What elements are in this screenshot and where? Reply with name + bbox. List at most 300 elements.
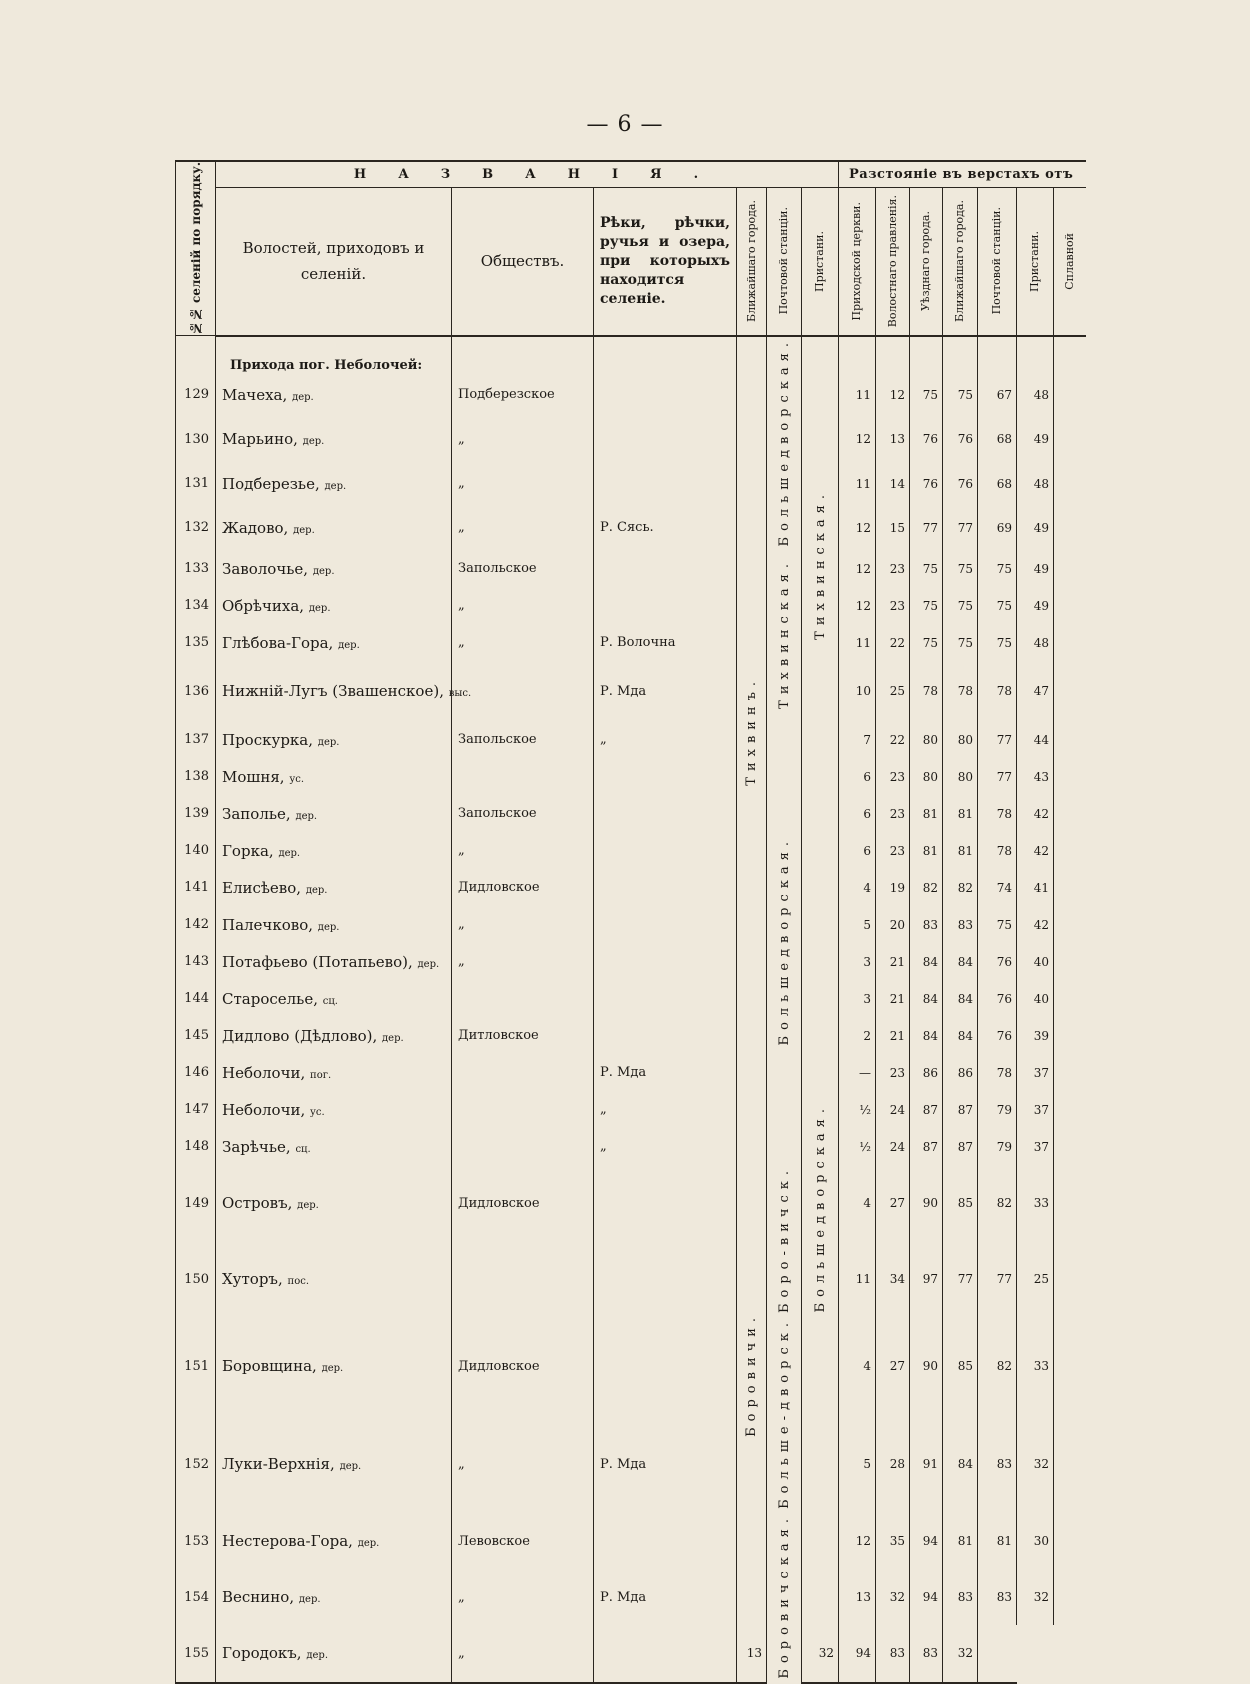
village-name: Староселье,	[222, 989, 318, 1008]
table-row	[176, 1513, 1086, 1569]
distance-cell: 10	[839, 661, 876, 721]
nearest-town-merged-a: Тихвинъ.	[737, 336, 767, 1128]
storage-cell	[1054, 1415, 1086, 1513]
settlements-table	[175, 160, 1086, 1684]
village-name: Боровщина,	[222, 1357, 317, 1376]
distance-cell: 23	[876, 587, 910, 624]
village-name: Хуторъ,	[222, 1270, 283, 1289]
distance-cell: 12	[839, 550, 876, 587]
settlement-type: пос.	[287, 1276, 309, 1288]
river-cell: „	[594, 721, 737, 758]
river-cell	[594, 943, 737, 980]
distance-cell: 42	[1017, 795, 1054, 832]
distance-cell: 27	[876, 1165, 910, 1241]
header-col-dist-volost: Волостнаго правленія.	[876, 187, 910, 336]
distance-cell: 32	[876, 1569, 910, 1625]
distance-cell: 79	[978, 1091, 1017, 1128]
distance-cell: 75	[978, 906, 1017, 943]
storage-cell	[1054, 1165, 1086, 1241]
row-number: 131	[176, 461, 216, 505]
distance-cell: 84	[943, 1415, 978, 1513]
river-cell	[594, 1241, 737, 1317]
distance-cell: 49	[1017, 550, 1054, 587]
distance-cell: 6	[839, 758, 876, 795]
distance-cell: 85	[943, 1165, 978, 1241]
distance-cell: —	[839, 1054, 876, 1091]
pier-merged-b: Большедворская.	[802, 795, 839, 1625]
distance-cell: 76	[910, 461, 943, 505]
distance-cell: 87	[943, 1091, 978, 1128]
society-cell: Левовское	[452, 1513, 594, 1569]
society-cell: Дидловское	[452, 869, 594, 906]
distance-cell: 4	[839, 869, 876, 906]
village-cell	[216, 1241, 452, 1317]
group-title: Прихода пог. Неболочей:	[216, 336, 452, 373]
village-name: Обрѣчиха,	[222, 596, 305, 615]
distance-cell: 14	[876, 461, 910, 505]
table-row	[176, 869, 1086, 906]
settlement-type: дер.	[317, 736, 340, 748]
distance-cell: 13	[839, 1569, 876, 1625]
village-cell	[216, 506, 452, 550]
village-cell	[216, 1091, 452, 1128]
river-cell: Р. Мда	[594, 661, 737, 721]
distance-cell: 6	[839, 832, 876, 869]
distance-cell: 94	[910, 1513, 943, 1569]
distance-cell: 90	[910, 1317, 943, 1415]
settlement-type: дер.	[382, 1032, 404, 1044]
village-cell	[216, 758, 452, 795]
distance-cell: 80	[943, 758, 978, 795]
row-number: 136	[176, 661, 216, 721]
distance-cell: 84	[943, 980, 978, 1017]
river-cell: „	[594, 1091, 737, 1128]
river-cell: Р. Сясь.	[594, 506, 737, 550]
village-name: Елисѣево,	[222, 878, 302, 897]
settlement-type: дер.	[324, 480, 347, 492]
row-number: 140	[176, 832, 216, 869]
society-cell: „	[452, 1415, 594, 1513]
distance-cell: 39	[1017, 1017, 1054, 1054]
distance-cell: 75	[910, 624, 943, 661]
distance-cell: 78	[943, 661, 978, 721]
distance-cell: 84	[943, 943, 978, 980]
distance-cell: 32	[1017, 1569, 1054, 1625]
storage-cell	[1054, 1513, 1086, 1569]
society-cell: Дидловское	[452, 1317, 594, 1415]
society-cell: „	[452, 832, 594, 869]
distance-cell: 78	[910, 661, 943, 721]
settlement-type: сц.	[295, 1143, 311, 1155]
header-names-title: НАЗВАНІЯ.	[216, 161, 839, 187]
header-col-post-station: Почтовой станціи.	[767, 187, 802, 336]
storage-cell	[1054, 721, 1086, 758]
river-cell: Р. Мда	[594, 1415, 737, 1513]
distance-cell: 15	[876, 506, 910, 550]
village-cell	[216, 1513, 452, 1569]
storage-cell	[1054, 461, 1086, 505]
distance-cell: 20	[876, 906, 910, 943]
header-col-dist-pier: Пристани.	[1017, 187, 1054, 336]
distance-cell: 11	[839, 624, 876, 661]
row-number: 129	[176, 373, 216, 417]
settlement-type: дер.	[417, 958, 440, 970]
distance-cell: 21	[876, 1017, 910, 1054]
distance-cell: 33	[1017, 1165, 1054, 1241]
river-cell	[594, 461, 737, 505]
village-cell	[216, 1625, 452, 1683]
settlement-type: сц.	[322, 995, 338, 1007]
storage-cell	[1054, 906, 1086, 943]
header-col-villages: Волостей, приходовъ и селеній.	[216, 187, 452, 336]
distance-cell: 23	[876, 1054, 910, 1091]
society-cell	[452, 1091, 594, 1128]
distance-cell: 87	[943, 1128, 978, 1165]
distance-cell: ½	[839, 1128, 876, 1165]
row-number: 132	[176, 506, 216, 550]
row-number: 137	[176, 721, 216, 758]
society-cell: „	[452, 624, 594, 661]
distance-cell: 3	[839, 943, 876, 980]
distance-cell: 49	[1017, 506, 1054, 550]
village-name: Подберезье,	[222, 474, 320, 493]
distance-cell: 94	[839, 1625, 876, 1683]
row-number: 144	[176, 980, 216, 1017]
storage-cell	[1054, 795, 1086, 832]
distance-cell: 82	[943, 869, 978, 906]
river-cell: Р. Волочна	[594, 624, 737, 661]
distance-cell: 32	[943, 1625, 978, 1683]
distance-cell: 48	[1017, 373, 1054, 417]
header-col-nearest-town: Ближайшаго города.	[737, 187, 767, 336]
distance-cell: 11	[839, 373, 876, 417]
society-cell: „	[452, 906, 594, 943]
distance-cell: 77	[910, 506, 943, 550]
post-merged-b: Тихвинская.	[767, 550, 802, 721]
distance-cell: 81	[943, 1513, 978, 1569]
river-cell: Р. Мда	[594, 1054, 737, 1091]
river-cell: Р. Мда	[594, 1569, 737, 1625]
distance-cell: 3	[839, 980, 876, 1017]
settlement-type: дер.	[295, 810, 318, 822]
distance-cell: 76	[943, 417, 978, 461]
distance-cell: 76	[943, 461, 978, 505]
storage-cell	[1054, 1569, 1086, 1625]
distance-cell: 25	[876, 661, 910, 721]
society-cell	[452, 661, 594, 721]
distance-cell: 23	[876, 550, 910, 587]
row-number: 133	[176, 550, 216, 587]
header-col-rivers: Рѣки, рѣчки, ручья и озера, при которыхъ находится селеніе.	[594, 187, 737, 336]
storage-cell	[1054, 373, 1086, 417]
storage-cell	[1054, 417, 1086, 461]
distance-cell: 77	[978, 721, 1017, 758]
river-cell	[594, 795, 737, 832]
distance-cell: 83	[943, 1569, 978, 1625]
table-row	[176, 943, 1086, 980]
distance-cell: 5	[839, 906, 876, 943]
distance-cell: 4	[839, 1317, 876, 1415]
village-cell	[216, 461, 452, 505]
distance-cell: 75	[910, 587, 943, 624]
village-cell	[216, 373, 452, 417]
distance-cell: 42	[1017, 832, 1054, 869]
storage-cell	[1054, 832, 1086, 869]
row-number: 142	[176, 906, 216, 943]
village-cell	[216, 943, 452, 980]
row-number: 139	[176, 795, 216, 832]
distance-cell: 43	[1017, 758, 1054, 795]
distance-cell: 87	[910, 1091, 943, 1128]
village-name: Мошня,	[222, 767, 285, 786]
distance-cell: 44	[1017, 721, 1054, 758]
distance-cell: 5	[839, 1415, 876, 1513]
header-col-dist-storage: Сплавной	[1054, 187, 1086, 336]
distance-cell: 84	[943, 1017, 978, 1054]
distance-cell: 69	[978, 506, 1017, 550]
village-cell	[216, 1054, 452, 1091]
table-row	[176, 1091, 1086, 1128]
distance-cell: 41	[1017, 869, 1054, 906]
distance-cell: 7	[839, 721, 876, 758]
table-row	[176, 1625, 1086, 1683]
river-cell	[594, 417, 737, 461]
river-cell	[594, 1165, 737, 1241]
settlement-type: дер.	[293, 524, 315, 536]
table-row	[176, 417, 1086, 461]
village-name: Луки-Верхнія,	[222, 1455, 335, 1474]
village-cell	[216, 1165, 452, 1241]
row-number: 149	[176, 1165, 216, 1241]
distance-cell: 85	[943, 1317, 978, 1415]
river-cell	[594, 906, 737, 943]
distance-cell: 75	[978, 624, 1017, 661]
distance-cell: 12	[839, 417, 876, 461]
society-cell: Дитловское	[452, 1017, 594, 1054]
river-cell	[594, 1625, 737, 1683]
distance-cell: 23	[876, 758, 910, 795]
table-row	[176, 758, 1086, 795]
distance-cell: 87	[910, 1128, 943, 1165]
table-row	[176, 373, 1086, 417]
society-cell	[452, 1128, 594, 1165]
distance-cell: 78	[978, 832, 1017, 869]
distance-cell: 83	[910, 1625, 943, 1683]
settlement-type: дер.	[306, 1650, 328, 1662]
settlement-type: дер.	[308, 602, 331, 614]
river-cell	[594, 1513, 737, 1569]
society-cell: Запольское	[452, 795, 594, 832]
distance-cell: 83	[876, 1625, 910, 1683]
settlement-type: ус.	[310, 1106, 325, 1118]
distance-cell: 49	[1017, 587, 1054, 624]
distance-cell: 80	[910, 758, 943, 795]
village-cell	[216, 661, 472, 721]
distance-cell: 79	[978, 1128, 1017, 1165]
storage-cell	[1054, 506, 1086, 550]
village-name: Заполье,	[222, 804, 291, 823]
river-cell	[594, 1017, 737, 1054]
table-row	[176, 1415, 1086, 1513]
distance-cell: 90	[910, 1165, 943, 1241]
post-merged-e: Боровичская.	[767, 1513, 802, 1683]
distance-cell: 83	[910, 906, 943, 943]
distance-cell: 23	[876, 795, 910, 832]
distance-cell: 83	[978, 1569, 1017, 1625]
distance-cell: 78	[978, 661, 1017, 721]
society-cell	[452, 1054, 594, 1091]
distance-cell: 77	[978, 1241, 1017, 1317]
distance-cell: 75	[943, 373, 978, 417]
table-row	[176, 1569, 1086, 1625]
distance-cell: 68	[978, 461, 1017, 505]
distance-cell: 34	[876, 1241, 910, 1317]
village-cell	[216, 980, 452, 1017]
table-row	[176, 661, 1086, 721]
table-row	[176, 1241, 1086, 1317]
row-number: 135	[176, 624, 216, 661]
distance-cell: 21	[876, 943, 910, 980]
distance-cell: 76	[978, 980, 1017, 1017]
settlement-type: выс.	[448, 688, 472, 700]
settlement-type: дер.	[357, 1538, 380, 1550]
storage-cell	[1054, 550, 1086, 587]
village-name: Заволочье,	[222, 559, 309, 578]
row-number: 138	[176, 758, 216, 795]
distance-cell: 77	[943, 506, 978, 550]
distance-cell: 75	[943, 587, 978, 624]
nearest-town-merged-b: Боровичи.	[737, 1128, 767, 1625]
village-name: Нестерова-Гора,	[222, 1532, 353, 1551]
village-name: Островъ,	[222, 1194, 293, 1213]
distance-cell: 77	[978, 758, 1017, 795]
village-cell	[216, 832, 452, 869]
settlement-type: дер.	[297, 1200, 319, 1212]
distance-cell: 22	[876, 721, 910, 758]
distance-cell: 37	[1017, 1128, 1054, 1165]
settlement-type: дер.	[338, 639, 360, 651]
village-name: Нижній-Лугъ (Звашенское),	[222, 682, 444, 701]
table-row	[176, 461, 1086, 505]
distance-cell: 40	[1017, 980, 1054, 1017]
storage-cell	[1054, 869, 1086, 906]
village-name: Проскурка,	[222, 730, 314, 749]
table-row	[176, 721, 1086, 758]
society-cell: „	[452, 1625, 594, 1683]
river-cell	[594, 550, 737, 587]
settlement-type: дер.	[312, 565, 335, 577]
distance-cell: 21	[876, 980, 910, 1017]
row-number: 145	[176, 1017, 216, 1054]
table-row	[176, 624, 1086, 661]
storage-cell	[1054, 1017, 1086, 1054]
row-number: 147	[176, 1091, 216, 1128]
page-number: — 6 —	[586, 112, 664, 137]
society-cell: Подберезское	[452, 373, 594, 417]
row-number: 130	[176, 417, 216, 461]
distance-cell: 12	[839, 1513, 876, 1569]
distance-cell: 78	[978, 795, 1017, 832]
row-number: 134	[176, 587, 216, 624]
settlement-type: дер.	[302, 436, 325, 448]
storage-cell	[978, 1625, 1017, 1683]
settlement-type: дер.	[317, 921, 340, 933]
distance-cell: 67	[978, 373, 1017, 417]
distance-cell: 76	[910, 417, 943, 461]
table-row	[176, 1165, 1086, 1241]
distance-cell: 75	[910, 373, 943, 417]
distance-cell: 83	[978, 1415, 1017, 1513]
storage-cell	[1054, 1241, 1086, 1317]
village-cell	[216, 624, 452, 661]
distance-cell: 75	[910, 550, 943, 587]
distance-cell: 76	[978, 1017, 1017, 1054]
distance-cell: 75	[943, 550, 978, 587]
distance-cell: 30	[1017, 1513, 1054, 1569]
distance-cell: 84	[910, 1017, 943, 1054]
post-merged-c: Большедворская.	[767, 721, 802, 1165]
society-cell: „	[452, 587, 594, 624]
row-number: 151	[176, 1317, 216, 1415]
distance-cell: 12	[839, 587, 876, 624]
distance-cell: 11	[839, 461, 876, 505]
distance-cell: 4	[839, 1165, 876, 1241]
river-cell: „	[594, 1128, 737, 1165]
table-row	[176, 1317, 1086, 1415]
village-name: Зарѣчье,	[222, 1137, 291, 1156]
table-row	[176, 795, 1086, 832]
distance-cell: 49	[1017, 417, 1054, 461]
table-row	[176, 506, 1086, 550]
river-cell	[594, 1317, 737, 1415]
distance-cell: 84	[910, 943, 943, 980]
post-merged-d: Больше-дворск.	[767, 1317, 802, 1513]
distance-cell: 24	[876, 1091, 910, 1128]
distance-cell: 94	[910, 1569, 943, 1625]
table-row	[176, 1017, 1086, 1054]
distance-cell: 13	[876, 417, 910, 461]
river-cell	[594, 869, 737, 906]
village-cell	[216, 550, 452, 587]
table-row	[176, 587, 1086, 624]
storage-cell	[1054, 624, 1086, 661]
storage-cell	[1054, 980, 1086, 1017]
storage-cell	[1054, 943, 1086, 980]
village-name: Жадово,	[222, 518, 289, 537]
society-cell: Запольское	[452, 721, 594, 758]
river-cell	[594, 832, 737, 869]
distance-cell: 2	[839, 1017, 876, 1054]
distance-cell: 91	[910, 1415, 943, 1513]
distance-cell: 75	[943, 624, 978, 661]
river-cell	[594, 758, 737, 795]
row-number: 148	[176, 1128, 216, 1165]
storage-cell	[1054, 1054, 1086, 1091]
row-number: 146	[176, 1054, 216, 1091]
header-col-pier: Пристани.	[802, 187, 839, 336]
society-cell: „	[452, 461, 594, 505]
storage-cell	[1054, 1128, 1086, 1165]
distance-cell: 13	[737, 1625, 767, 1683]
distance-cell: 97	[910, 1241, 943, 1317]
village-name: Городокъ,	[222, 1644, 302, 1663]
settlement-type: дер.	[292, 391, 314, 403]
distance-cell: 77	[943, 1241, 978, 1317]
storage-cell	[1054, 758, 1086, 795]
row-number: 154	[176, 1569, 216, 1625]
distance-cell: 75	[978, 587, 1017, 624]
society-cell: Дидловское	[452, 1165, 594, 1241]
